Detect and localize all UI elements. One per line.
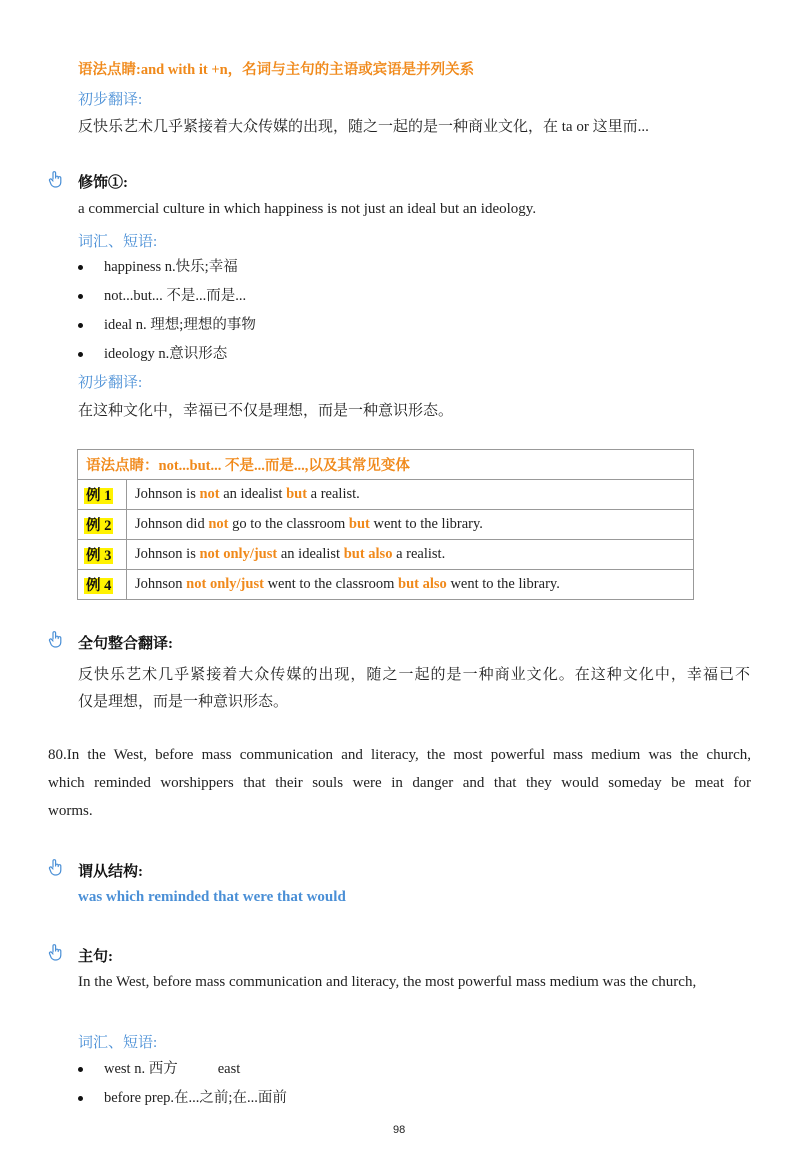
example-sentence: Johnson is not an idealist but a realist. bbox=[127, 480, 694, 510]
table-header-row bbox=[78, 450, 694, 480]
table-row bbox=[78, 570, 694, 600]
sentence-80-line: worms. bbox=[48, 803, 93, 819]
vocab-item: happiness n.快乐;幸福 bbox=[76, 257, 256, 286]
prelim-translation-text: 反快乐艺术几乎紧接着大众传媒的出现，随之一起的是一种商业文化，在 ta or 这里而... bbox=[78, 119, 649, 135]
vocab-label: 词汇、短语: bbox=[78, 234, 158, 250]
vocab-list bbox=[76, 1059, 287, 1117]
translation-text: 在这种文化中，幸福已不仅是理想，而是一种意识形态。 bbox=[78, 403, 454, 419]
vocab-item: not...but... 不是...而是... bbox=[76, 286, 256, 315]
example-sentence: Johnson did not go to the classroom but went to the library. bbox=[127, 510, 694, 540]
table-row bbox=[78, 510, 694, 540]
keyword: but also bbox=[398, 576, 447, 592]
example-label: 例 1 bbox=[86, 488, 112, 504]
vocab-list bbox=[76, 257, 256, 373]
table-row bbox=[78, 480, 694, 510]
page-number: 98 bbox=[393, 1124, 406, 1136]
pointing-hand-icon bbox=[48, 170, 64, 193]
vocab-item: ideology n.意识形态 bbox=[76, 344, 256, 373]
grammar-note-label: 语法点睛: bbox=[78, 62, 141, 78]
table-header-label: 语法点睛： bbox=[86, 458, 159, 474]
modifier-sentence: a commercial culture in which happiness is not just an ideal but an ideology. bbox=[78, 201, 537, 217]
table-header bbox=[78, 450, 694, 480]
main-clause-text: In the West, before mass communication and literacy, the most powerful mass medium was the church, bbox=[78, 974, 697, 990]
example-sentence: Johnson is not only/just an idealist but also a realist. bbox=[127, 540, 694, 570]
prelim-translation-label: 初步翻译: bbox=[78, 92, 143, 108]
grammar-note-1 bbox=[78, 58, 474, 79]
pointing-hand-icon bbox=[48, 630, 64, 653]
translation-label: 初步翻译: bbox=[78, 375, 143, 391]
full-translation-line: 仅是理想，而是一种意识形态。 bbox=[78, 694, 289, 710]
grammar-note-content: and with it +n，名词与主句的主语或宾语是并列关系 bbox=[140, 62, 475, 78]
keyword: but bbox=[286, 486, 308, 502]
example-sentence: Johnson not only/just went to the classroom but also went to the library. bbox=[127, 570, 694, 600]
grammar-example-table bbox=[77, 449, 694, 600]
pointing-hand-icon bbox=[48, 943, 64, 966]
sentence-80-line: 80.In the West, before mass communication and literacy, the most powerful mass medium was the church, bbox=[48, 747, 751, 763]
pointing-hand-icon bbox=[48, 858, 64, 881]
keyword: but bbox=[348, 516, 370, 532]
keyword: not only/just bbox=[186, 576, 264, 592]
keyword: not bbox=[208, 516, 229, 532]
table-row bbox=[78, 540, 694, 570]
vocab-item: west n. 西方 east bbox=[76, 1059, 287, 1088]
table-header-body: not...but... 不是...而是...,以及其常见变体 bbox=[158, 458, 410, 474]
keyword: not bbox=[199, 486, 220, 502]
sentence-80-line: which reminded worshippers that their souls were in danger and that they would someday be meat for bbox=[48, 775, 751, 791]
keyword: not only/just bbox=[199, 546, 278, 562]
modifier-heading: 修饰①: bbox=[78, 175, 128, 191]
example-label: 例 2 bbox=[86, 518, 112, 534]
predicate-text: was which reminded that were that would bbox=[78, 889, 346, 905]
vocab-item: before prep.在...之前;在...面前 bbox=[76, 1088, 287, 1117]
predicate-heading: 谓从结构: bbox=[78, 864, 143, 880]
vocab-extra: east bbox=[217, 1061, 241, 1077]
full-translation-heading: 全句整合翻译: bbox=[78, 636, 173, 652]
vocab-label: 词汇、短语: bbox=[78, 1035, 158, 1051]
main-clause-heading: 主句: bbox=[78, 949, 113, 965]
example-label: 例 3 bbox=[86, 548, 112, 564]
full-translation-line: 反快乐艺术几乎紧接着大众传媒的出现，随之一起的是一种商业文化。在这种文化中，幸福已不 bbox=[78, 667, 750, 683]
vocab-item: ideal n. 理想;理想的事物 bbox=[76, 315, 256, 344]
keyword: but also bbox=[343, 546, 393, 562]
example-label: 例 4 bbox=[86, 578, 112, 594]
